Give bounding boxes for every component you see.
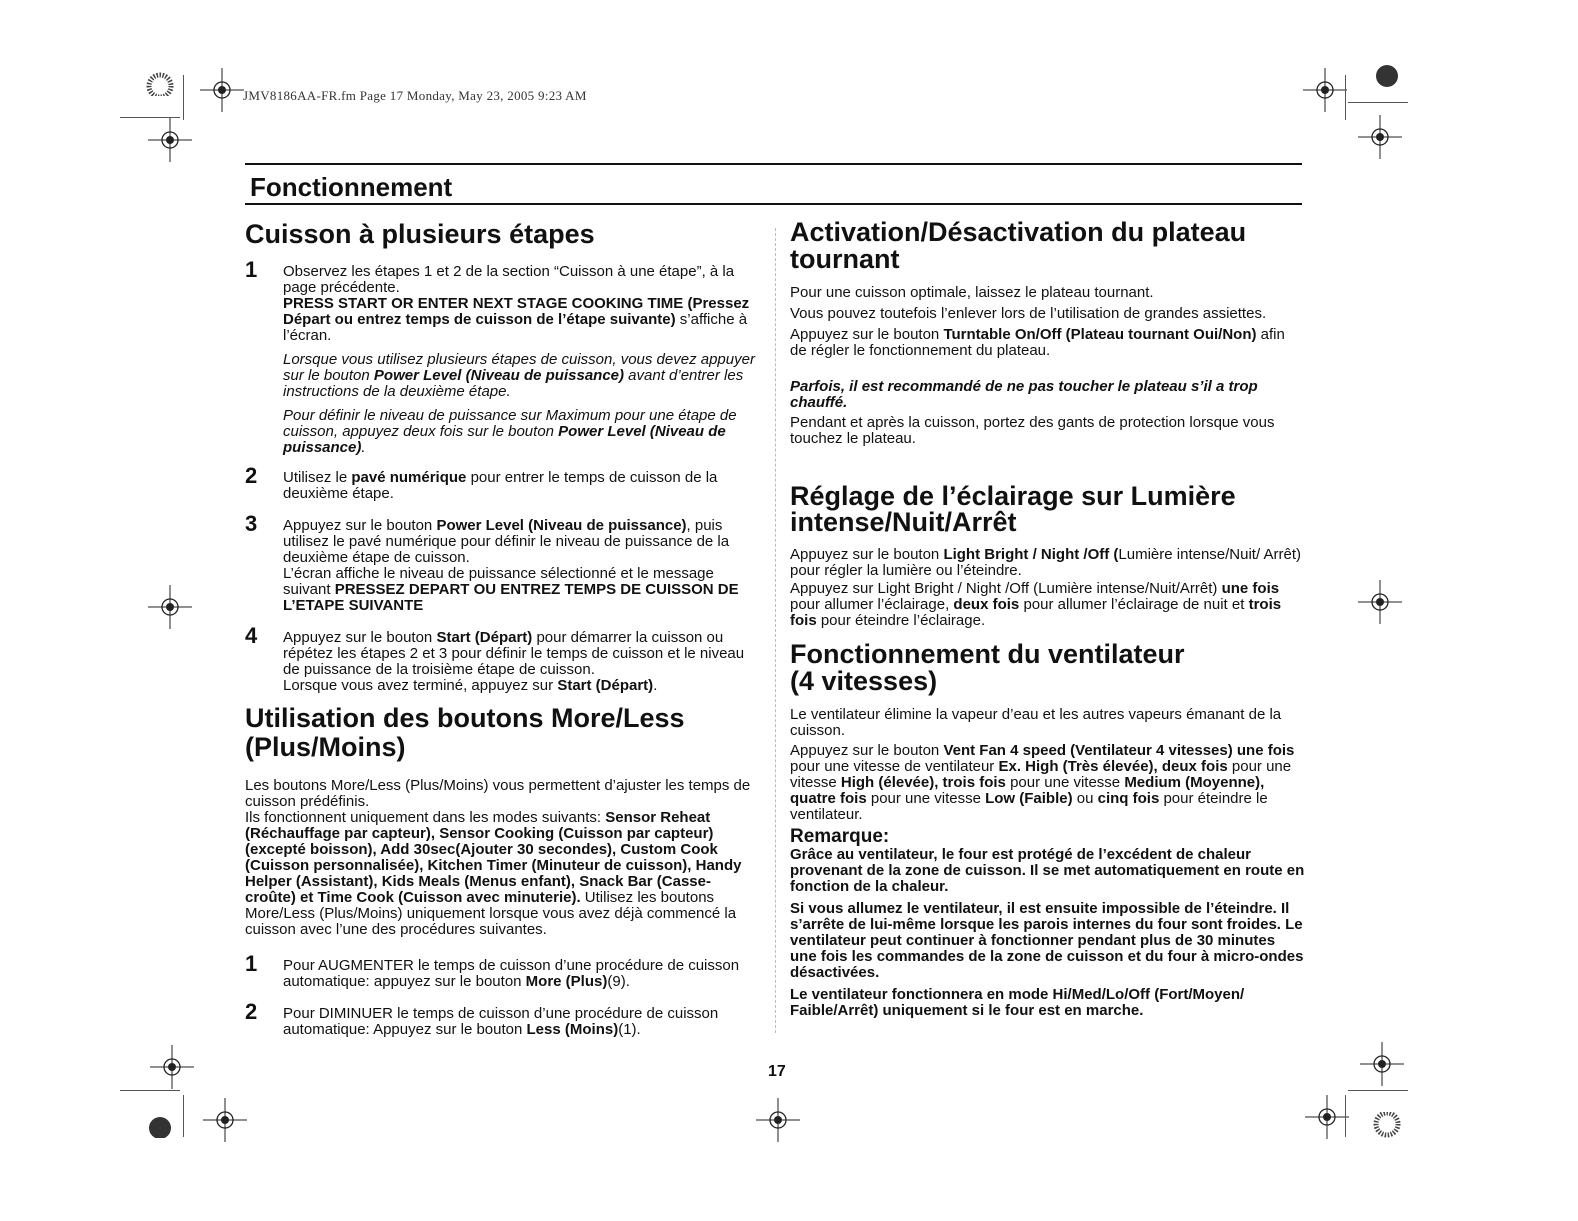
corner-sunburst-icon xyxy=(1372,1112,1402,1138)
step-text: PRESS START OR ENTER NEXT STAGE COOKING TIME (Pressez Départ ou entrez temps de cuisson de l’étape suivante) s’affiche à l’écran. xyxy=(283,295,750,344)
note: Lorsque vous utilisez plusieurs étapes de cuisson, vous devez appuyer sur le bouton Power Level (Niveau de puissance) avant d’entrer les instructions de la deuxième étape. xyxy=(283,351,755,400)
turntable-title: Activation/Désactivation du plateau tournant xyxy=(790,217,1247,274)
left-column xyxy=(245,221,760,1038)
step-text: Appuyez sur le bouton Start (Départ) pour démarrer la cuisson ou répétez les étapes 2 et 3 pour définir le temps de cuisson et le niveau de puissance de la troisième étape de cuisson. xyxy=(283,629,745,678)
right-column xyxy=(790,219,1305,1019)
remark-3: Le ventilateur fonctionnera en mode Hi/Med/Lo/Off (Fort/Moyen/ Faible/Arrêt) uniquement si le four est en marche. xyxy=(790,986,1245,1019)
step-text: L’écran affiche le niveau de puissance sélectionné et le message suivant PRESSEZ DEPART OU ENTREZ TEMPS DE CUISSON DE L’ETAPE SUIVANTE xyxy=(283,565,739,614)
step-number: 4 xyxy=(245,623,258,648)
more-less-title: Utilisation des boutons More/Less (Plus/Moins) xyxy=(245,703,685,762)
multi-step-4 xyxy=(245,623,760,694)
turntable-p2: Vous pouvez toutefois l’enlever lors de l’utilisation de grandes assiettes. xyxy=(790,305,1267,322)
turntable-p1: Pour une cuisson optimale, laissez le plateau tournant. xyxy=(790,284,1154,301)
step-number: 2 xyxy=(245,999,258,1024)
section-title: Fonctionnement xyxy=(250,172,453,202)
registration-mark-icon xyxy=(148,585,192,629)
page-number: 17 xyxy=(768,1063,786,1080)
corner-sunburst-icon xyxy=(145,70,175,96)
fan-title: Fonctionnement du ventilateur (4 vitesses) xyxy=(790,639,1185,696)
step-text: Pour AUGMENTER le temps de cuisson d’une procédure de cuisson automatique: appuyez sur le bouton More (Plus)(9). xyxy=(283,957,740,990)
registration-mark-icon xyxy=(148,118,192,162)
multi-step-1 xyxy=(245,257,760,456)
remark-2: Si vous allumez le ventilateur, il est ensuite impossible de l’éteindre. Il s’arrête de lui-même lorsque les parois internes du four sont froides. Le ventilateur peut continuer à fonctionner pendant plus de 30 minutes une fois les commandes de la zone de cuisson et du four à micro-ondes désactivées. xyxy=(790,900,1304,981)
step-number: 1 xyxy=(245,257,258,282)
corner-sunburst-icon xyxy=(145,1112,175,1138)
step-number: 2 xyxy=(245,463,258,488)
top-rule xyxy=(245,163,1302,165)
light-title: Réglage de l’éclairage sur Lumière intense/Nuit/Arrêt xyxy=(790,481,1236,537)
remark-title: Remarque: xyxy=(790,826,890,847)
step-number: 1 xyxy=(245,951,258,976)
step-number: 3 xyxy=(245,511,258,536)
multi-stage-title: Cuisson à plusieurs étapes xyxy=(245,219,595,249)
registration-mark-icon xyxy=(1305,1095,1349,1139)
title-rule xyxy=(245,203,1302,205)
registration-mark-icon xyxy=(200,68,244,112)
registration-mark-icon xyxy=(1358,115,1402,159)
turntable-warning: Parfois, il est recommandé de ne pas toucher le plateau s’il a trop chauffé. xyxy=(790,378,1258,411)
step-text: Observez les étapes 1 et 2 de la section “Cuisson à une étape”, à la page précédente. xyxy=(283,263,735,296)
multi-step-3 xyxy=(245,511,760,614)
more-less-modes: Ils fonctionnent uniquement dans les modes suivants: Sensor Reheat (Réchauffage par capteur), Sensor Cooking (Cuisson par capteur)(excepté boisson), Add 30sec(Ajouter 30 secondes), Custom Cook (Cuisson personnalisée), Kitchen Timer (Minuteur de cuisson), Handy Helper (Assistant), Kids Meals (Menus enfant), Snack Bar (Casse-croûte) et Time Cook (Cuisson avec minuterie). Utilisez les boutons More/Less (Plus/Moins) uniquement lorsque vous avez déjà commencé la cuisson avec l’une des procédures suivantes. xyxy=(245,809,742,938)
fan-p1: Le ventilateur élimine la vapeur d’eau et les autres vapeurs émanant de la cuisson. xyxy=(790,706,1282,739)
step-text: Pour DIMINUER le temps de cuisson d’une procédure de cuisson automatique: Appuyez sur le bouton Less (Moins)(1). xyxy=(283,1005,719,1038)
less-step-2 xyxy=(245,999,760,1038)
registration-mark-icon xyxy=(756,1098,800,1142)
registration-mark-icon xyxy=(203,1098,247,1142)
turntable-p4: Pendant et après la cuisson, portez des gants de protection lorsque vous touchez le plateau. xyxy=(790,414,1275,447)
file-header: JMV8186AA-FR.fm Page 17 Monday, May 23, 2005 9:23 AM xyxy=(243,88,587,103)
corner-sunburst-icon xyxy=(1372,64,1402,90)
fan-p2: Appuyez sur le bouton Vent Fan 4 speed (Ventilateur 4 vitesses) une fois pour une vitesse de ventilateur Ex. High (Très élevée), deux fois pour une vitesse High (élevée), trois fois pour une vitesse Medium (Moyenne), quatre fois pour une vitesse Low (Faible) ou cinq fois pour éteindre le ventilateur. xyxy=(790,742,1295,823)
more-step-1 xyxy=(245,951,760,990)
registration-mark-icon xyxy=(1303,68,1347,112)
more-less-intro: Les boutons More/Less (Plus/Moins) vous permettent d’ajuster les temps de cuisson prédéfinis. xyxy=(245,777,751,810)
step-text: Lorsque vous avez terminé, appuyez sur Start (Départ). xyxy=(283,677,658,694)
remark-1: Grâce au ventilateur, le four est protégé de l’excédent de chaleur provenant de la zone de cuisson. Il se met automatiquement en route en fonction de la chaleur. xyxy=(790,846,1305,895)
step-text: Utilisez le pavé numérique pour entrer le temps de cuisson de la deuxième étape. xyxy=(283,469,718,502)
note: Pour définir le niveau de puissance sur Maximum pour une étape de cuisson, appuyez deux fois sur le bouton Power Level (Niveau de puissance). xyxy=(283,407,737,456)
registration-mark-icon xyxy=(1360,1042,1404,1086)
registration-mark-icon xyxy=(1358,580,1402,624)
turntable-p3: Appuyez sur le bouton Turntable On/Off (Plateau tournant Oui/Non) afin de régler le fonctionnement du plateau. xyxy=(790,326,1285,359)
registration-mark-icon xyxy=(150,1045,194,1089)
multi-step-2 xyxy=(245,463,760,502)
light-p1: Appuyez sur le bouton Light Bright / Night /Off (Lumière intense/Nuit/ Arrêt) pour régler la lumière ou l’éteindre. xyxy=(790,546,1301,579)
light-p2: Appuyez sur Light Bright / Night /Off (Lumière intense/Nuit/Arrêt) une fois pour allumer l’éclairage, deux fois pour allumer l’éclairage de nuit et trois fois pour éteindre l’éclairage. xyxy=(790,580,1282,629)
column-divider xyxy=(775,228,776,1033)
step-text: Appuyez sur le bouton Power Level (Niveau de puissance), puis utilisez le pavé numérique pour définir le niveau de puissance de la deuxième étape de cuisson. xyxy=(283,517,730,566)
